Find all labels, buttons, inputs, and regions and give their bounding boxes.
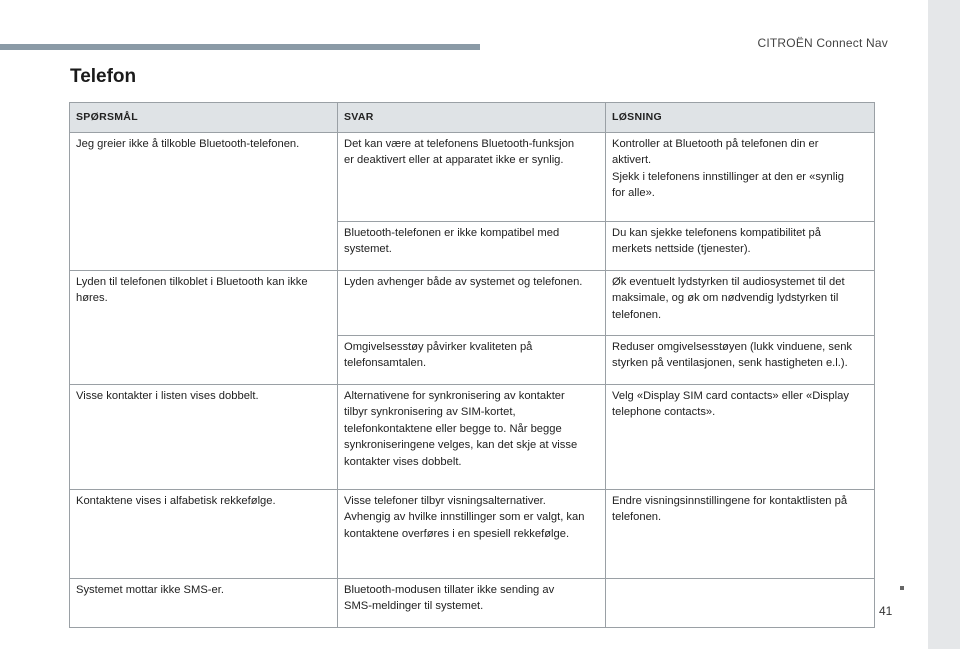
answer-cell-line: Lyden avhenger både av systemet og telefonen. <box>344 275 583 288</box>
troubleshooting-table <box>69 102 875 628</box>
table-row <box>70 578 875 627</box>
column-header-question: SPØRSMÅL <box>70 103 338 133</box>
page-title: Telefon <box>70 66 137 87</box>
page-number: 41 <box>879 604 893 618</box>
answer-cell <box>338 221 606 270</box>
solution-cell-line: aktivert. <box>612 154 652 166</box>
answer-cell-line: systemet. <box>344 243 392 255</box>
header-accent-bar <box>0 44 480 50</box>
table-row <box>70 384 875 489</box>
question-cell-line: Visse kontakter i listen vises dobbelt. <box>76 389 259 402</box>
answer-cell-line: Visse telefoner tilbyr visningsalternativer. <box>344 494 546 507</box>
page-edge-strip <box>928 0 960 649</box>
solution-cell-line: merkets nettside (tjenester). <box>612 243 751 255</box>
question-cell <box>70 270 338 384</box>
table-row <box>70 489 875 578</box>
question-cell <box>70 578 338 627</box>
solution-cell-line: telefonen. <box>612 308 662 321</box>
solution-cell-line: Velg «Display SIM card contacts» eller «Display <box>612 389 849 402</box>
answer-cell <box>338 132 606 221</box>
solution-cell-line: telephone contacts». <box>612 406 716 418</box>
answer-cell-line: kontakter vises dobbelt. <box>344 455 462 468</box>
answer-cell-line: Alternativene for synkronisering av kontakter <box>344 389 565 402</box>
page-marker <box>900 586 904 590</box>
answer-cell-line: SMS-meldinger til systemet. <box>344 600 484 612</box>
solution-cell <box>606 132 875 221</box>
solution-cell <box>606 270 875 335</box>
question-cell-line: Systemet mottar ikke SMS-er. <box>76 583 224 596</box>
answer-cell-line: Omgivelsesstøy påvirker kvaliteten på <box>344 340 533 353</box>
brand-label: CITROËN Connect Nav <box>757 36 888 50</box>
question-cell <box>70 489 338 578</box>
solution-cell-line: styrken på ventilasjonen, senk hastigheten e.l.). <box>612 357 848 369</box>
answer-cell-line: Bluetooth-modusen tillater ikke sending av <box>344 583 555 596</box>
answer-cell-line: Avhengig av hvilke innstillinger som er valgt, kan <box>344 511 585 523</box>
solution-cell-line: telefonen. <box>612 511 662 523</box>
table-row <box>70 270 875 335</box>
solution-cell-line: Reduser omgivelsesstøyen (lukk vinduene, senk <box>612 340 853 353</box>
solution-cell-line: maksimale, og øk om nødvendig lydstyrken til <box>612 292 839 304</box>
answer-cell-line: er deaktivert eller at apparatet ikke er synlig. <box>344 154 564 166</box>
solution-cell-line: for alle». <box>612 187 655 199</box>
solution-cell <box>606 384 875 489</box>
solution-cell-line: Endre visningsinnstillingene for kontaktlisten på <box>612 494 848 507</box>
solution-cell <box>606 221 875 270</box>
answer-cell <box>338 489 606 578</box>
answer-cell <box>338 335 606 384</box>
solution-cell-line: Du kan sjekke telefonens kompatibilitet på <box>612 226 821 239</box>
answer-cell <box>338 270 606 335</box>
answer-cell <box>338 384 606 489</box>
answer-cell-line: telefonkontaktene eller begge to. Når begge <box>344 422 562 435</box>
table-header-row <box>70 103 875 133</box>
question-cell-line: Lyden til telefonen tilkoblet i Bluetooth kan ikke <box>76 275 308 288</box>
answer-cell-line: Det kan være at telefonens Bluetooth-funksjon <box>344 137 575 150</box>
answer-cell-line: tilbyr synkronisering av SIM-kortet, <box>344 406 516 418</box>
question-cell <box>70 384 338 489</box>
question-cell-line: Kontaktene vises i alfabetisk rekkefølge. <box>76 494 276 507</box>
answer-cell-line: Bluetooth-telefonen er ikke kompatibel med <box>344 226 560 239</box>
answer-cell-line: kontaktene overføres i en spesiell rekkefølge. <box>344 527 570 540</box>
table-body <box>70 132 875 627</box>
column-header-answer: SVAR <box>338 103 606 133</box>
table-row <box>70 132 875 221</box>
solution-cell-line: Øk eventuelt lydstyrken til audiosystemet til det <box>612 275 845 288</box>
answer-cell-line: telefonsamtalen. <box>344 357 427 369</box>
solution-cell <box>606 489 875 578</box>
solution-cell <box>606 335 875 384</box>
column-header-solution: LØSNING <box>606 103 875 133</box>
answer-cell <box>338 578 606 627</box>
solution-cell <box>606 578 875 627</box>
question-cell-line: Jeg greier ikke å tilkoble Bluetooth-telefonen. <box>76 137 300 150</box>
answer-cell-line: synkroniseringene velges, kan det skje at visse <box>344 439 578 451</box>
question-cell <box>70 132 338 270</box>
solution-cell-line: Sjekk i telefonens innstillinger at den er «synlig <box>612 170 844 183</box>
solution-cell-line: Kontroller at Bluetooth på telefonen din er <box>612 137 819 150</box>
question-cell-line: høres. <box>76 292 108 304</box>
